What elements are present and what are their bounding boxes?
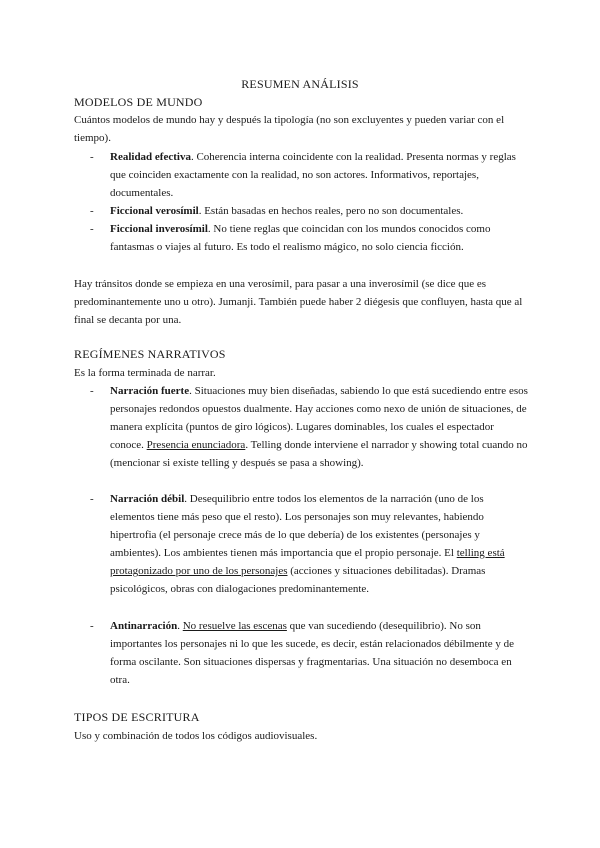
modelos-list [74,148,530,256]
section-heading-regimenes: REGÍMENES NARRATIVOS [74,347,226,361]
item-term: Narración fuerte [110,385,190,397]
item-text: . Situaciones muy bien diseñadas, sabiendo lo que está sucediendo entre esos personajes redondos opuestos dualmente. Hay acciones como nexo de unión de situaciones, de manera explícita (puntos de giro lógicos). Lugares dominables, los cuales el espectador conoce. [110,385,528,451]
item-text: . Desequilibrio entre todos los elementos de la narración (uno de los elementos tiene más peso que el resto). Los personajes son muy relevantes, habiendo hipertrofia (el personaje crece más de lo que debería) de los existentes (personajes y ambientes). Los ambientes tienen más importancia que el propio personaje. El [110,493,484,559]
list-item: - Narración fuerte. Situaciones muy bien diseñadas, sabiendo lo que está sucediendo entre esos personajes redondos opuestos dualmente. Hay acciones como nexo de unión de situaciones, de manera explícita (puntos de giro lógicos). Lugares dominables, los cuales el espectador conoce. Presencia enunciadora. Telling donde interviene el narrador y showing total cuando no (mencionar si existe telling y después se pasa a showing). [90,385,528,469]
regimen-fuerte-list [74,382,530,472]
document-title: RESUMEN ANÁLISIS [241,77,359,91]
antinarracion-list [74,617,530,689]
section-paragraph-transitos: Hay tránsitos donde se empieza en una verosímil, para pasar a una inverosímil (se dice que es predominantemente uno u otro). Jumanji. También puede haber 2 diégesis que confluyen, hasta que al final se decanta por una. [74,278,523,326]
underlined-text: telling está protagonizado por uno de los personajes [110,547,505,577]
item-term: Narración débil [110,493,185,505]
list-item: - Antinarración. No resuelve las escenas que van sucediendo (desequilibrio). No son importantes los personajes ni lo que les sucede, es decir, están relacionados débilmente y de forma oscilante. Son situaciones dispersas y fragmentarias. Una situación no desemboca en otra. [90,620,514,686]
item-text: que van sucediendo (desequilibrio). No son importantes los personajes ni lo que les sucede, es decir, están relacionados débilmente y de forma oscilante. Son situaciones dispersas y fragmentarias. Una situación no desemboca en otra. [110,620,514,686]
list-item: - Ficcional verosímil. Están basadas en hechos reales, pero no son documentales. [90,205,464,217]
item-term: Ficcional verosímil [110,205,199,217]
item-term: Ficcional inverosímil [110,223,208,235]
list-item: - Realidad efectiva. Coherencia interna coincidente con la realidad. Presenta normas y reglas que coinciden exactamente con la realidad, no son actores. Informativos, reportajes, documentales. [90,151,516,199]
list-item: - Ficcional inverosímil. No tiene reglas que coincidan con los mundos conocidos como fantasmas o viajes al futuro. Es todo el realismo mágico, no solo ciencia ficción. [90,223,491,253]
list-item: - Narración débil. Desequilibrio entre todos los elementos de la narración (uno de los elementos tiene más peso que el resto). Los personajes son muy relevantes, habiendo hipertrofia (el personaje crece más de lo que debería) de los existentes (personajes y ambientes). Los ambientes tienen más importancia que el propio personaje. El telling está protagonizado por uno de los personajes (acciones y situaciones debilitadas). Dramas psicológicos, obras con dialogaciones predominantemente. [90,493,505,595]
section-heading-escritura: TIPOS DE ESCRITURA [74,710,200,724]
section-heading-modelos: MODELOS DE MUNDO [74,95,203,109]
underlined-text: Presencia enunciadora [146,439,246,451]
section-intro-regimenes: Es la forma terminada de narrar. [74,367,216,379]
item-term: Realidad efectiva [110,151,191,163]
item-text: . Telling donde interviene el narrador y showing total cuando no (mencionar si existe telling y después se pasa a showing). [110,439,528,469]
item-text: . No tiene reglas que coincidan con los mundos conocidos como fantasmas o viajes al futuro. Es todo el realismo mágico, no solo ciencia ficción. [110,223,491,253]
underlined-text: No resuelve las escenas [182,620,287,632]
item-text: . [177,620,183,632]
section-intro-escritura: Uso y combinación de todos los códigos audiovisuales. [74,730,318,742]
item-text: . Están basadas en hechos reales, pero no son documentales. [198,205,464,217]
item-text: (acciones y situaciones debilitadas). Dramas psicológicos, obras con dialogaciones predominantemente. [110,565,486,595]
section-intro-modelos: Cuántos modelos de mundo hay y después la tipología (no son excluyentes y pueden variar con el tiempo). [74,114,505,144]
item-term: Antinarración [110,620,178,632]
regimen-debil-list [74,490,530,598]
item-text: . Coherencia interna coincidente con la realidad. Presenta normas y reglas que coinciden exactamente con la realidad, no son actores. Informativos, reportajes, documentales. [110,151,516,199]
